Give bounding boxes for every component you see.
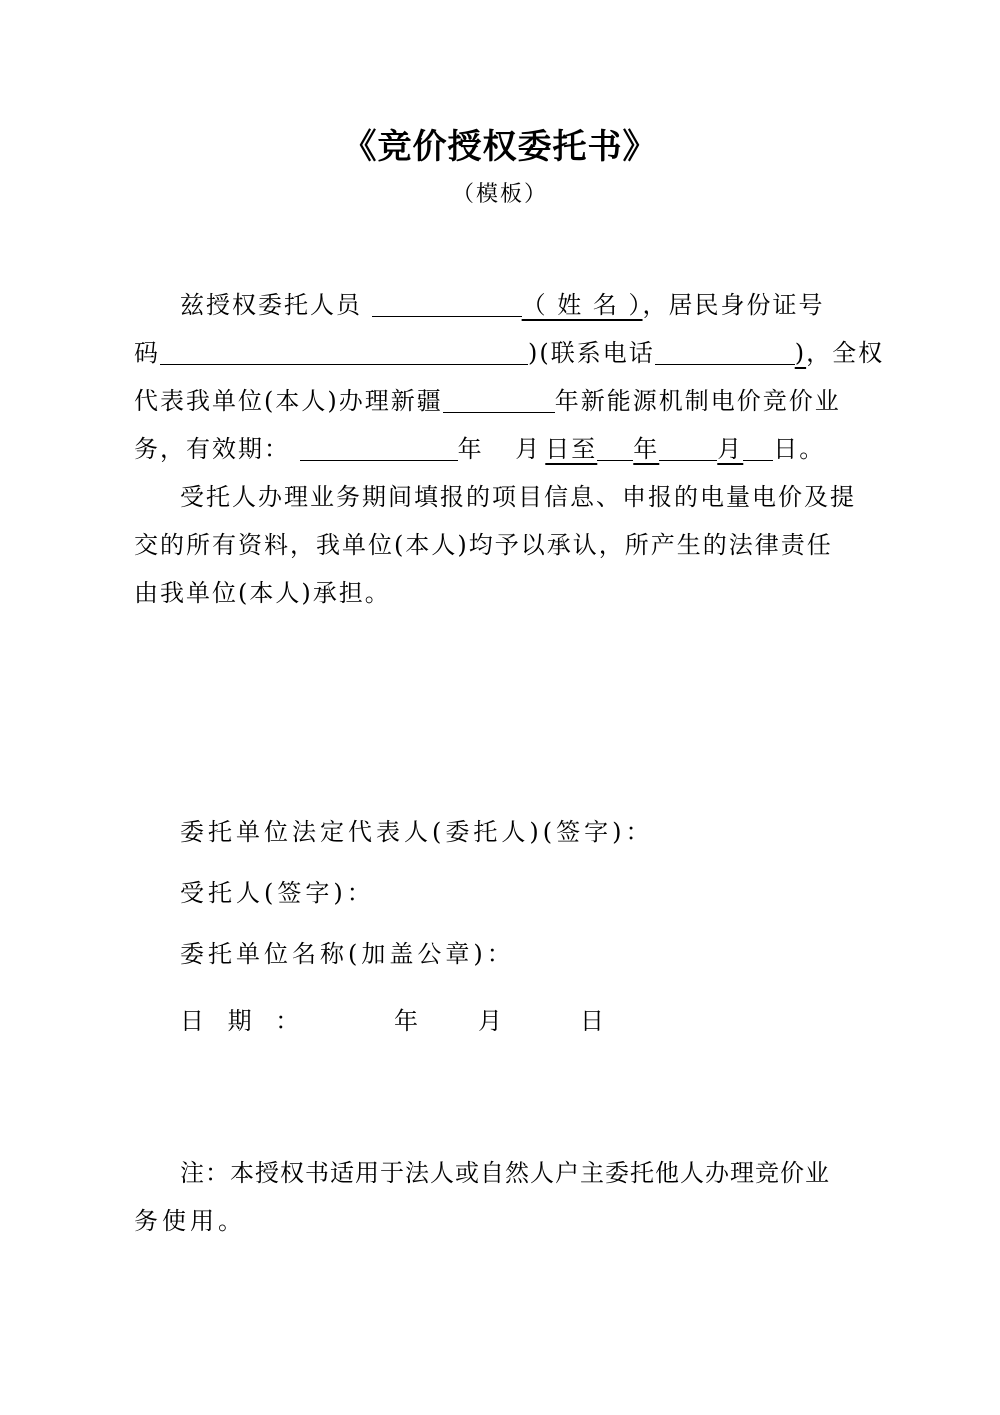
paragraph-1-line-1: [180, 281, 825, 329]
paragraph-1-line-3: [134, 377, 841, 425]
name-field-label: （ 姓 名 ）: [521, 291, 643, 319]
text-segment: 日至: [545, 435, 598, 463]
unit-name-seal-label: 委托单位名称(加盖公章)：: [180, 940, 515, 968]
phone-blank[interactable]: [655, 336, 795, 365]
paragraph-1-line-2: [134, 329, 884, 377]
text-segment: ): [794, 339, 807, 367]
text-segment: 年: [457, 435, 484, 463]
validity-end-year-blank[interactable]: [597, 432, 633, 461]
document-title: 《竞价授权委托书》: [342, 127, 658, 167]
date-day-label: 日: [580, 1007, 604, 1035]
text-segment: )(联系电话: [528, 339, 655, 367]
validity-end-month-blank[interactable]: [659, 432, 717, 461]
text-segment: 月: [515, 435, 542, 463]
text-segment: 务，有效期：: [134, 435, 290, 463]
validity-start-year-blank[interactable]: [300, 432, 458, 461]
text-segment: 码: [134, 339, 160, 367]
paragraph-2-line-3: 由我单位(本人)承担。: [134, 579, 391, 607]
text-segment: 年: [633, 435, 660, 463]
name-blank[interactable]: [372, 288, 522, 317]
paragraph-1-line-4: [134, 425, 825, 473]
validity-end-day-blank[interactable]: [743, 432, 773, 461]
note-line-2: 务使用。: [134, 1207, 246, 1235]
paragraph-2-line-1: 受托人办理业务期间填报的项目信息、申报的电量电价及提: [180, 483, 856, 511]
year-blank[interactable]: [443, 384, 555, 413]
paragraph-2-line-2: 交的所有资料，我单位(本人)均予以承认，所产生的法律责任: [134, 531, 833, 559]
text-segment: ，居民身份证号: [642, 291, 825, 319]
text-segment: 兹授权委托人员: [180, 291, 362, 319]
note-line-1: 注：本授权书适用于法人或自然人户主委托他人办理竞价业: [180, 1159, 830, 1187]
legal-representative-signature-label: 委托单位法定代表人(委托人)(签字)：: [180, 818, 654, 846]
text-segment: 日。: [773, 435, 826, 463]
date-year-label: 年: [394, 1007, 418, 1035]
id-number-blank[interactable]: [160, 336, 528, 365]
trustee-signature-label: 受托人(签字)：: [180, 879, 375, 907]
text-segment: 年新能源机制电价竞价业: [554, 387, 841, 415]
text-segment: 代表我单位(本人)办理新疆: [134, 387, 443, 415]
text-segment: 月: [717, 435, 744, 463]
date-label: 日 期 ：: [180, 1007, 308, 1035]
date-month-label: 月: [478, 1007, 502, 1035]
text-segment: ，全权: [806, 339, 885, 367]
document-subtitle: （模板）: [451, 182, 548, 207]
